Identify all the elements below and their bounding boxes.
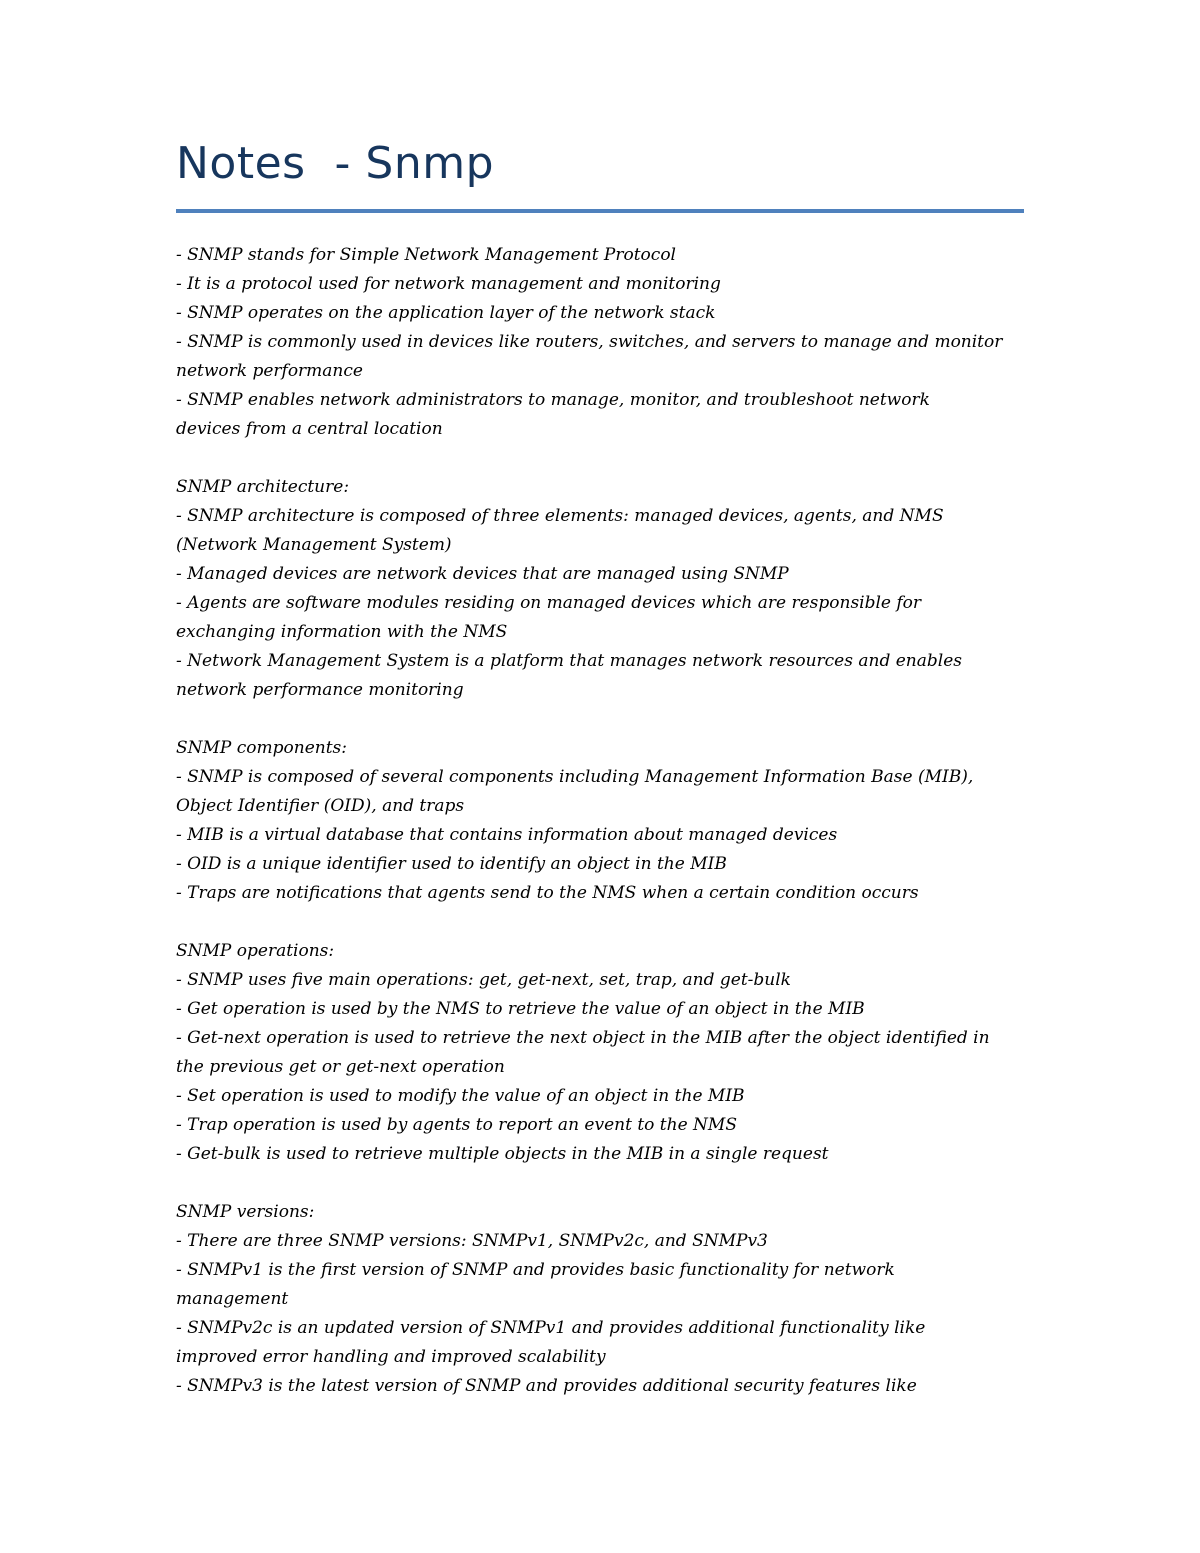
text-line: - Agents are software modules residing on managed devices which are responsible for <box>176 593 922 613</box>
text-line: - Trap operation is used by agents to report an event to the NMS <box>176 1115 737 1135</box>
section-heading: SNMP architecture: <box>176 477 350 497</box>
text-line: - There are three SNMP versions: SNMPv1, SNMPv2c, and SNMPv3 <box>176 1231 768 1251</box>
text-line: exchanging information with the NMS <box>176 622 508 642</box>
page-title: Notes - Snmp <box>176 138 495 189</box>
paragraph-spacer <box>176 444 1024 473</box>
text-line: - Network Management System is a platform that manages network resources and enables <box>176 651 962 671</box>
section-heading: SNMP versions: <box>176 1202 315 1222</box>
notes-body <box>176 241 1024 1401</box>
text-line: - SNMPv2c is an updated version of SNMPv1 and provides additional functionality like <box>176 1318 926 1338</box>
text-line: - SNMP is composed of several components including Management Information Base (MIB), <box>176 767 974 787</box>
text-line: - It is a protocol used for network management and monitoring <box>176 274 721 294</box>
paragraph-spacer <box>176 705 1024 734</box>
text-line: - OID is a unique identifier used to identify an object in the MIB <box>176 854 727 874</box>
text-line: network performance <box>176 361 363 381</box>
section-versions <box>176 1198 1024 1401</box>
text-line: - MIB is a virtual database that contains information about managed devices <box>176 825 838 845</box>
section-architecture <box>176 473 1024 705</box>
text-line: management <box>176 1289 289 1309</box>
text-line: - SNMP is commonly used in devices like routers, switches, and servers to manage and monitor <box>176 332 1003 352</box>
text-line: - SNMP uses five main operations: get, get-next, set, trap, and get-bulk <box>176 970 791 990</box>
text-line: - SNMP enables network administrators to manage, monitor, and troubleshoot network <box>176 390 930 410</box>
text-line: - SNMP architecture is composed of three elements: managed devices, agents, and NMS <box>176 506 944 526</box>
paragraph-spacer <box>176 908 1024 937</box>
text-line: - Get-next operation is used to retrieve the next object in the MIB after the object identified in <box>176 1028 990 1048</box>
text-line: - Set operation is used to modify the value of an object in the MIB <box>176 1086 745 1106</box>
text-line: - Get-bulk is used to retrieve multiple objects in the MIB in a single request <box>176 1144 829 1164</box>
section-components <box>176 734 1024 908</box>
text-line: - SNMPv3 is the latest version of SNMP and provides additional security features like <box>176 1376 917 1396</box>
text-line: Object Identifier (OID), and traps <box>176 796 465 816</box>
text-line: (Network Management System) <box>176 535 452 555</box>
text-line: network performance monitoring <box>176 680 464 700</box>
section-heading: SNMP components: <box>176 738 348 758</box>
title-underline-rule <box>176 209 1024 213</box>
text-line: - Traps are notifications that agents send to the NMS when a certain condition occurs <box>176 883 919 903</box>
text-line: devices from a central location <box>176 419 443 439</box>
text-line: the previous get or get-next operation <box>176 1057 505 1077</box>
text-line: - SNMP operates on the application layer of the network stack <box>176 303 716 323</box>
text-line: - SNMP stands for Simple Network Management Protocol <box>176 245 676 265</box>
text-line: - SNMPv1 is the first version of SNMP and provides basic functionality for network <box>176 1260 895 1280</box>
section-operations <box>176 937 1024 1169</box>
section-heading: SNMP operations: <box>176 941 335 961</box>
text-line: - Get operation is used by the NMS to retrieve the value of an object in the MIB <box>176 999 865 1019</box>
intro-block <box>176 241 1024 444</box>
text-line: - Managed devices are network devices that are managed using SNMP <box>176 564 789 584</box>
paragraph-spacer <box>176 1169 1024 1198</box>
text-line: improved error handling and improved scalability <box>176 1347 606 1367</box>
